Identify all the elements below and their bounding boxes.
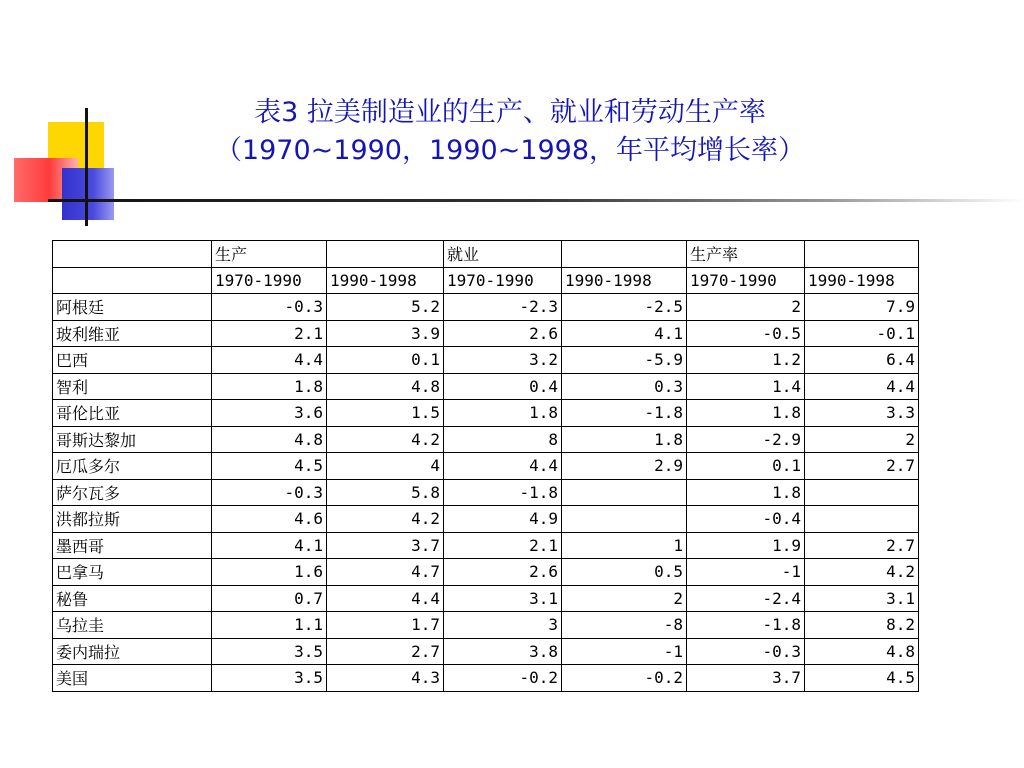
value-cell: -1 [562, 638, 687, 665]
table-row [53, 612, 919, 639]
value-cell: -2.5 [562, 294, 687, 321]
value-cell: 2.7 [805, 532, 919, 559]
value-cell: 1.1 [212, 612, 327, 639]
value-cell: 3.8 [444, 638, 562, 665]
value-cell: 4.2 [805, 559, 919, 586]
table-row [53, 559, 919, 586]
period-header-cell: 1970-1990 [444, 267, 562, 294]
value-cell: 5.8 [327, 479, 444, 506]
value-cell: 3.7 [687, 665, 805, 692]
value-cell: -0.2 [444, 665, 562, 692]
group-header-row [53, 241, 919, 268]
slide-title [140, 94, 880, 170]
value-cell: 0.4 [444, 373, 562, 400]
period-header-cell: 1970-1990 [212, 267, 327, 294]
value-cell: 4.5 [212, 453, 327, 480]
group-header-cell [805, 241, 919, 268]
value-cell [805, 479, 919, 506]
table-row [53, 665, 919, 692]
period-header-cell: 1970-1990 [687, 267, 805, 294]
value-cell: 4.9 [444, 506, 562, 533]
value-cell: -1.8 [444, 479, 562, 506]
value-cell: 4.1 [212, 532, 327, 559]
value-cell: 4 [327, 453, 444, 480]
value-cell: 4.7 [327, 559, 444, 586]
country-cell: 委内瑞拉 [53, 638, 212, 665]
value-cell: 1 [562, 532, 687, 559]
value-cell: 4.8 [212, 426, 327, 453]
country-cell: 厄瓜多尔 [53, 453, 212, 480]
country-cell: 巴西 [53, 347, 212, 374]
decor-vertical-line [85, 108, 88, 226]
value-cell: -0.3 [212, 479, 327, 506]
value-cell [562, 479, 687, 506]
group-header-cell [562, 241, 687, 268]
value-cell: 4.4 [805, 373, 919, 400]
value-cell: 4.4 [212, 347, 327, 374]
group-header-cell: 生产率 [687, 241, 805, 268]
value-cell: -0.4 [687, 506, 805, 533]
value-cell: 2.7 [327, 638, 444, 665]
value-cell: 1.9 [687, 532, 805, 559]
country-cell: 巴拿马 [53, 559, 212, 586]
value-cell: 4.1 [562, 320, 687, 347]
period-header-row [53, 267, 919, 294]
table-row [53, 294, 919, 321]
table-row [53, 426, 919, 453]
value-cell: 3.5 [212, 665, 327, 692]
value-cell: 1.8 [562, 426, 687, 453]
value-cell: -2.9 [687, 426, 805, 453]
value-cell: 2.7 [805, 453, 919, 480]
value-cell: 3.5 [212, 638, 327, 665]
value-cell: -8 [562, 612, 687, 639]
value-cell: -1.8 [562, 400, 687, 427]
period-header-cell: 1990-1998 [327, 267, 444, 294]
period-header-cell: 1990-1998 [562, 267, 687, 294]
value-cell: -2.3 [444, 294, 562, 321]
period-header-cell [53, 267, 212, 294]
table-row [53, 506, 919, 533]
group-header-cell: 生产 [212, 241, 327, 268]
decor-blue-square [62, 168, 114, 220]
country-cell: 美国 [53, 665, 212, 692]
value-cell: -0.2 [562, 665, 687, 692]
value-cell: 1.2 [687, 347, 805, 374]
value-cell: 4.6 [212, 506, 327, 533]
value-cell: 3.9 [327, 320, 444, 347]
value-cell [805, 506, 919, 533]
title-line-1: 表3 拉美制造业的生产、就业和劳动生产率 [254, 97, 766, 128]
value-cell: 2.9 [562, 453, 687, 480]
value-cell: -0.1 [805, 320, 919, 347]
value-cell: -5.9 [562, 347, 687, 374]
value-cell: 1.4 [687, 373, 805, 400]
value-cell: 1.5 [327, 400, 444, 427]
value-cell: 7.9 [805, 294, 919, 321]
country-cell: 玻利维亚 [53, 320, 212, 347]
value-cell: 1.6 [212, 559, 327, 586]
value-cell: -0.3 [687, 638, 805, 665]
value-cell: 3.1 [805, 585, 919, 612]
value-cell: -0.3 [212, 294, 327, 321]
value-cell: 3.3 [805, 400, 919, 427]
value-cell: 6.4 [805, 347, 919, 374]
value-cell: -1 [687, 559, 805, 586]
value-cell: 3.6 [212, 400, 327, 427]
value-cell: 1.8 [444, 400, 562, 427]
table-row [53, 400, 919, 427]
value-cell: 4.4 [327, 585, 444, 612]
value-cell: 0.5 [562, 559, 687, 586]
table-row [53, 347, 919, 374]
value-cell [562, 506, 687, 533]
period-header-cell: 1990-1998 [805, 267, 919, 294]
table-row [53, 532, 919, 559]
value-cell: 2 [687, 294, 805, 321]
country-cell: 哥伦比亚 [53, 400, 212, 427]
value-cell: -2.4 [687, 585, 805, 612]
value-cell: 0.1 [327, 347, 444, 374]
group-header-cell [53, 241, 212, 268]
country-cell: 墨西哥 [53, 532, 212, 559]
table-row [53, 373, 919, 400]
growth-rate-table [52, 240, 919, 692]
value-cell: 2 [805, 426, 919, 453]
value-cell: 1.8 [212, 373, 327, 400]
country-cell: 阿根廷 [53, 294, 212, 321]
country-cell: 洪都拉斯 [53, 506, 212, 533]
value-cell: 3.7 [327, 532, 444, 559]
value-cell: 3 [444, 612, 562, 639]
table-row [53, 479, 919, 506]
value-cell: 3.1 [444, 585, 562, 612]
title-line-2: （1970~1990，1990~1998，年平均增长率） [214, 135, 806, 166]
value-cell: 4.8 [805, 638, 919, 665]
table-row [53, 453, 919, 480]
value-cell: 2.6 [444, 559, 562, 586]
value-cell: 4.8 [327, 373, 444, 400]
value-cell: 2.1 [212, 320, 327, 347]
country-cell: 乌拉圭 [53, 612, 212, 639]
country-cell: 秘鲁 [53, 585, 212, 612]
value-cell: -0.5 [687, 320, 805, 347]
value-cell: 0.7 [212, 585, 327, 612]
country-cell: 哥斯达黎加 [53, 426, 212, 453]
value-cell: 1.8 [687, 479, 805, 506]
table-row [53, 320, 919, 347]
value-cell: 4.2 [327, 506, 444, 533]
value-cell: 1.7 [327, 612, 444, 639]
table-row [53, 638, 919, 665]
group-header-cell [327, 241, 444, 268]
value-cell: 2.1 [444, 532, 562, 559]
value-cell: 0.1 [687, 453, 805, 480]
value-cell: 3.2 [444, 347, 562, 374]
value-cell: 2.6 [444, 320, 562, 347]
group-header-cell: 就业 [444, 241, 562, 268]
value-cell: 4.4 [444, 453, 562, 480]
value-cell: -1.8 [687, 612, 805, 639]
value-cell: 4.2 [327, 426, 444, 453]
value-cell: 0.3 [562, 373, 687, 400]
country-cell: 萨尔瓦多 [53, 479, 212, 506]
decor-horizontal-line [48, 199, 1024, 202]
value-cell: 4.5 [805, 665, 919, 692]
value-cell: 4.3 [327, 665, 444, 692]
value-cell: 1.8 [687, 400, 805, 427]
value-cell: 5.2 [327, 294, 444, 321]
value-cell: 8.2 [805, 612, 919, 639]
value-cell: 8 [444, 426, 562, 453]
country-cell: 智利 [53, 373, 212, 400]
table-row [53, 585, 919, 612]
value-cell: 2 [562, 585, 687, 612]
